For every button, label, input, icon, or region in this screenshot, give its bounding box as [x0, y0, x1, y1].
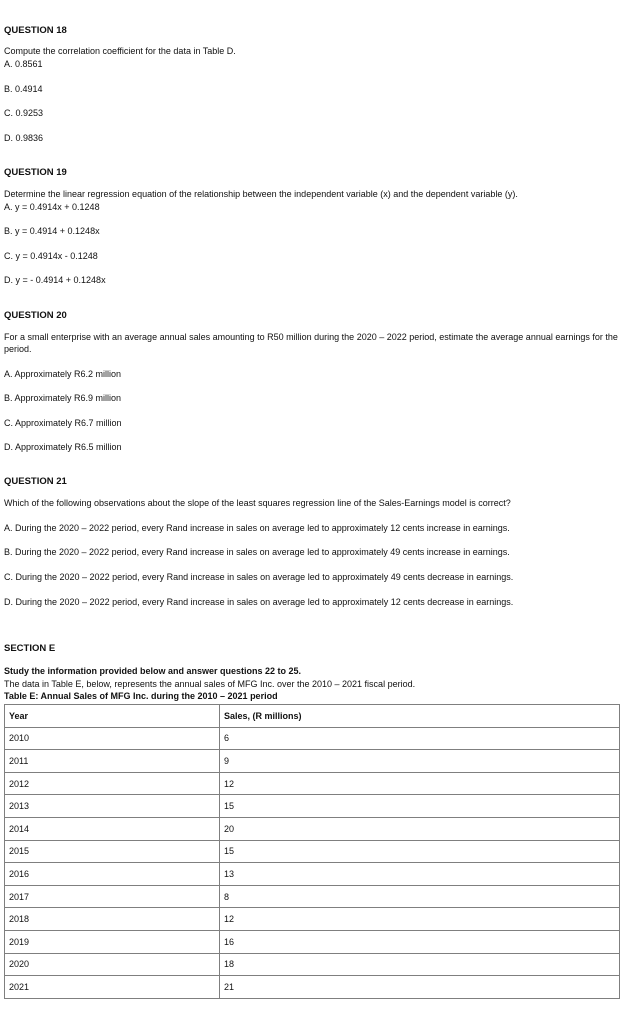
question-20-option-a: A. Approximately R6.2 million — [4, 369, 122, 379]
header-sales: Sales, (R millions) — [220, 705, 620, 728]
sales-cell: 15 — [220, 795, 620, 818]
question-21-option-a: A. During the 2020 – 2022 period, every Rand increase in sales on average led to approximately 12 cents increase in earnings. — [4, 523, 510, 533]
question-18-option-c: C. 0.9253 — [4, 108, 44, 118]
sales-cell: 13 — [220, 863, 620, 886]
table-row — [5, 908, 620, 931]
table-row — [5, 727, 620, 750]
sales-cell: 18 — [220, 953, 620, 976]
table-row — [5, 953, 620, 976]
year-cell: 2017 — [5, 885, 220, 908]
question-21-option-b: B. During the 2020 – 2022 period, every Rand increase in sales on average led to approximately 49 cents increase in earnings. — [4, 547, 510, 557]
question-21-option-d: D. During the 2020 – 2022 period, every Rand increase in sales on average led to approximately 12 cents decrease in earnings. — [4, 597, 514, 607]
question-20-prompt: For a small enterprise with an average annual sales amounting to R50 million during the 2020 – 2022 period, estimate the average annual earnings for the period. — [4, 332, 618, 354]
section-e-description: The data in Table E, below, represents the annual sales of MFG Inc. over the 2010 – 2021 fiscal period. — [4, 679, 416, 689]
sales-cell: 15 — [220, 840, 620, 863]
question-20-title: QUESTION 20 — [4, 310, 67, 321]
year-cell: 2010 — [5, 727, 220, 750]
sales-cell: 21 — [220, 976, 620, 999]
table-row — [5, 817, 620, 840]
year-cell: 2015 — [5, 840, 220, 863]
question-20-option-d: D. Approximately R6.5 million — [4, 442, 122, 452]
question-19-option-a: A. y = 0.4914x + 0.1248 — [4, 202, 100, 212]
question-19-option-b: B. y = 0.4914 + 0.1248x — [4, 226, 100, 236]
sales-cell: 8 — [220, 885, 620, 908]
table-row — [5, 840, 620, 863]
question-18-option-a: A. 0.8561 — [4, 59, 43, 69]
question-21-prompt: Which of the following observations about the slope of the least squares regression line of the Sales-Earnings model is correct? — [4, 498, 511, 508]
question-21-option-c: C. During the 2020 – 2022 period, every Rand increase in sales on average led to approximately 49 cents decrease in earnings. — [4, 572, 514, 582]
table-row — [5, 750, 620, 773]
question-18-option-b: B. 0.4914 — [4, 84, 43, 94]
question-18-option-d: D. 0.9836 — [4, 133, 44, 143]
sales-cell: 9 — [220, 750, 620, 773]
year-cell: 2014 — [5, 817, 220, 840]
year-cell: 2013 — [5, 795, 220, 818]
sales-cell: 12 — [220, 908, 620, 931]
year-cell: 2011 — [5, 750, 220, 773]
question-19-option-c: C. y = 0.4914x - 0.1248 — [4, 251, 98, 261]
question-19-prompt: Determine the linear regression equation of the relationship between the independent variable (x) and the dependent variable (y). — [4, 189, 518, 199]
year-cell: 2016 — [5, 863, 220, 886]
table-e-caption: Table E: Annual Sales of MFG Inc. during the 2010 – 2021 period — [4, 691, 278, 701]
question-19-title: QUESTION 19 — [4, 167, 67, 178]
table-row — [5, 930, 620, 953]
section-e-title: SECTION E — [4, 643, 56, 654]
sales-cell: 6 — [220, 727, 620, 750]
table-row — [5, 772, 620, 795]
table-row — [5, 885, 620, 908]
year-cell: 2018 — [5, 908, 220, 931]
question-20-option-c: C. Approximately R6.7 million — [4, 418, 122, 428]
table-header-row — [5, 705, 620, 728]
sales-cell: 12 — [220, 772, 620, 795]
question-19-option-d: D. y = - 0.4914 + 0.1248x — [4, 275, 106, 285]
table-row — [5, 795, 620, 818]
year-cell: 2020 — [5, 953, 220, 976]
year-cell: 2021 — [5, 976, 220, 999]
year-cell: 2019 — [5, 930, 220, 953]
question-18-title: QUESTION 18 — [4, 25, 67, 36]
question-18-prompt: Compute the correlation coefficient for the data in Table D. — [4, 46, 236, 56]
header-year: Year — [5, 705, 220, 728]
table-row — [5, 863, 620, 886]
question-20-option-b: B. Approximately R6.9 million — [4, 393, 122, 403]
sales-cell: 20 — [220, 817, 620, 840]
table-e — [4, 704, 620, 999]
year-cell: 2012 — [5, 772, 220, 795]
section-e-instruction: Study the information provided below and answer questions 22 to 25. — [4, 666, 302, 676]
sales-cell: 16 — [220, 930, 620, 953]
question-21-title: QUESTION 21 — [4, 476, 67, 487]
table-row — [5, 976, 620, 999]
